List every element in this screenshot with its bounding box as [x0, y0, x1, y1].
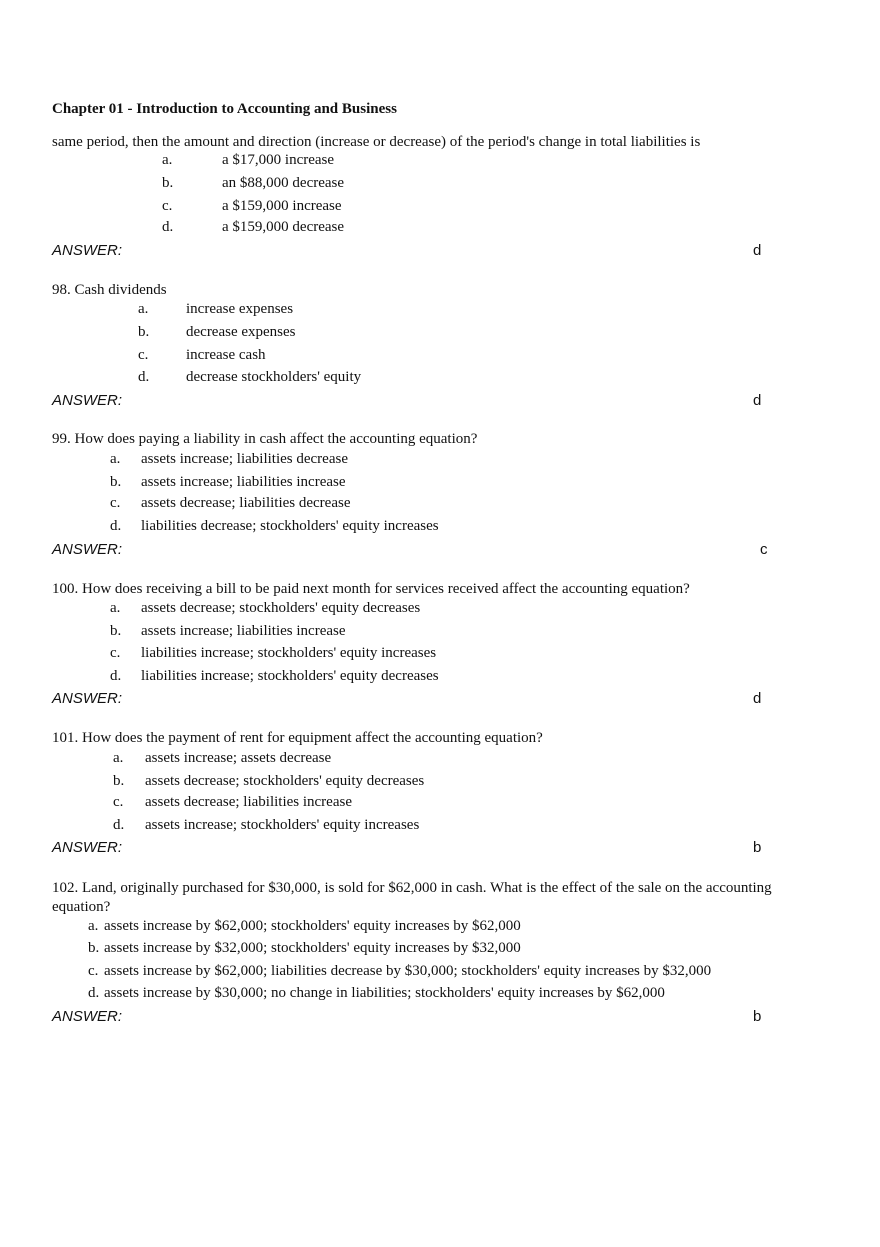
answer-value: d — [753, 690, 762, 707]
option-letter: c. — [110, 495, 121, 511]
option-letter: d. — [162, 219, 174, 235]
option-letter: c. — [88, 963, 99, 979]
chapter-title: Chapter 01 - Introduction to Accounting and Business — [52, 101, 397, 117]
option-text: liabilities decrease; stockholders' equity increases — [141, 518, 439, 534]
option-text: assets increase; liabilities increase — [141, 623, 346, 639]
option-text: assets increase by $32,000; stockholders' equity increases by $32,000 — [104, 940, 521, 956]
question-stem: 98. Cash dividends — [52, 282, 167, 298]
answer-label: ANSWER: — [52, 1008, 123, 1025]
answer-label: ANSWER: — [52, 392, 123, 409]
option-text: a $159,000 increase — [222, 198, 342, 214]
option-text: assets increase; assets decrease — [145, 750, 332, 766]
option-text: a $17,000 increase — [222, 152, 335, 168]
option-letter: d. — [110, 668, 122, 684]
option-text: assets increase; liabilities increase — [141, 474, 346, 490]
option-letter: b. — [110, 474, 122, 490]
option-text: decrease stockholders' equity — [186, 369, 362, 385]
option-letter: c. — [162, 198, 173, 214]
question-stem: 101. How does the payment of rent for equipment affect the accounting equation? — [52, 730, 543, 746]
option-letter: d. — [113, 817, 125, 833]
question-stem: 102. Land, originally purchased for $30,000, is sold for $62,000 in cash. What is the effect of the sale on the accounting equation? — [52, 880, 772, 915]
option-text: liabilities increase; stockholders' equity increases — [141, 645, 437, 661]
answer-label: ANSWER: — [52, 242, 123, 259]
question-stem: 99. How does paying a liability in cash affect the accounting equation? — [52, 431, 478, 447]
option-text: assets decrease; stockholders' equity decreases — [141, 600, 421, 616]
option-text: assets increase by $62,000; stockholders' equity increases by $62,000 — [104, 918, 521, 934]
option-text: assets decrease; liabilities increase — [145, 794, 352, 810]
answer-value: b — [753, 839, 762, 856]
option-letter: a. — [138, 301, 149, 317]
option-letter: c. — [113, 794, 124, 810]
option-text: increase expenses — [186, 301, 294, 317]
answer-value: c — [760, 541, 768, 558]
option-letter: a. — [110, 451, 121, 467]
option-letter: a. — [113, 750, 124, 766]
question-stem: same period, then the amount and direction (increase or decrease) of the period's change in total liabilities is — [52, 134, 701, 150]
option-letter: b. — [138, 324, 150, 340]
option-letter: b. — [110, 623, 122, 639]
option-text: liabilities increase; stockholders' equity decreases — [141, 668, 439, 684]
option-text: assets increase by $62,000; liabilities decrease by $30,000; stockholders' equity increases by $32,000 — [104, 963, 712, 979]
answer-label: ANSWER: — [52, 690, 123, 707]
answer-value: d — [753, 392, 762, 409]
option-text: an $88,000 decrease — [222, 175, 345, 191]
option-letter: a. — [110, 600, 121, 616]
option-letter: d. — [110, 518, 122, 534]
option-text: increase cash — [186, 347, 266, 363]
option-text: assets increase by $30,000; no change in liabilities; stockholders' equity increases by $62,000 — [104, 985, 665, 1001]
option-letter: d. — [88, 985, 100, 1001]
option-letter: b. — [113, 773, 125, 789]
option-text: assets decrease; stockholders' equity decreases — [145, 773, 425, 789]
option-letter: b. — [162, 175, 174, 191]
option-text: assets decrease; liabilities decrease — [141, 495, 351, 511]
option-letter: b. — [88, 940, 100, 956]
answer-value: d — [753, 242, 762, 259]
option-text: assets increase; liabilities decrease — [141, 451, 348, 467]
option-letter: c. — [138, 347, 149, 363]
answer-value: b — [753, 1008, 762, 1025]
answer-label: ANSWER: — [52, 839, 123, 856]
option-letter: a. — [88, 918, 99, 934]
option-text: assets increase; stockholders' equity increases — [145, 817, 420, 833]
question-stem: 100. How does receiving a bill to be paid next month for services received affect the accounting equation? — [52, 581, 690, 597]
option-letter: c. — [110, 645, 121, 661]
option-text: a $159,000 decrease — [222, 219, 345, 235]
option-letter: d. — [138, 369, 150, 385]
option-letter: a. — [162, 152, 173, 168]
option-text: decrease expenses — [186, 324, 296, 340]
answer-label: ANSWER: — [52, 541, 123, 558]
